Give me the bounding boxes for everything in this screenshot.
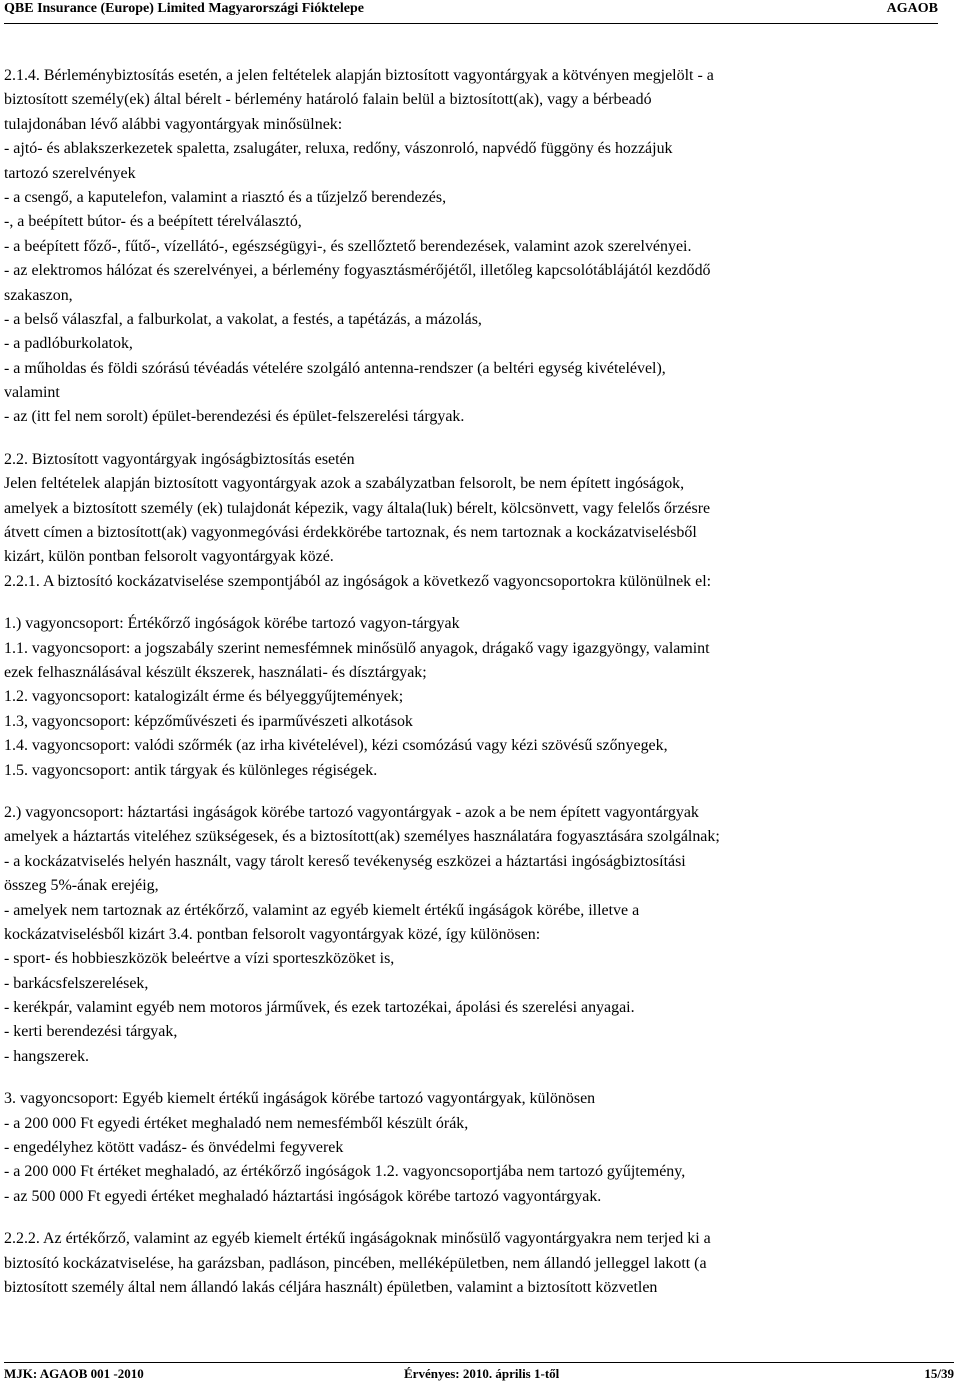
text-line: - engedélyhez kötött vadász- és önvédelmi fegyverek	[4, 1139, 344, 1157]
paragraph-gap	[4, 1069, 954, 1087]
text-line: 1.1. vagyoncsoport: a jogszabály szerint nemesfémnek minősülő anyagok, drágakő vagy igazgyöngy, valamint	[4, 639, 710, 657]
text-line: - hangszerek.	[4, 1047, 90, 1065]
text-line: 2.2. Biztosított vagyontárgyak ingóságbiztosítás esetén	[4, 450, 355, 468]
text-line: - a kockázatviselés helyén használt, vagy tárolt kereső tevékenység eszközei a háztartási ingóságbiztosítási	[4, 852, 686, 870]
paragraph-gap	[4, 1209, 954, 1227]
text-paragraph	[4, 1227, 954, 1300]
page-footer	[4, 1362, 954, 1385]
text-line: - kerti berendezési tárgyak,	[4, 1023, 178, 1041]
text-paragraph	[4, 801, 954, 1069]
text-line: biztosított személy által nem állandó lakás céljára használt) épületben, valamint a biztosított közvetlen	[4, 1278, 658, 1296]
text-line: biztosított személy(ek) által bérelt - bérlemény határoló falain belül a biztosított(ak), vagy a bérbeadó	[4, 91, 652, 109]
text-line: 1.3, vagyoncsoport: képzőművészeti és iparművészeti alkotások	[4, 712, 413, 730]
text-line: 2.) vagyoncsoport: háztartási ingáságok körébe tartozó vagyontárgyak - azok a be nem épített vagyontárgyak	[4, 803, 699, 821]
text-line: 2.2.1. A biztosító kockázatviselése szempontjából az ingóságok a következő vagyoncsoportokra különülnek el:	[4, 572, 712, 590]
text-line: - a padlóburkolatok,	[4, 335, 133, 353]
text-line: amelyek a háztartás viteléhez szükségesek, és a biztosított(ak) személyes használatára fogyasztására szolgálnak;	[4, 828, 720, 846]
page-header	[4, 0, 938, 24]
paragraph-gap	[4, 594, 954, 612]
text-line: -, a beépített bútor- és a beépített térelválasztó,	[4, 213, 302, 231]
text-line: 3. vagyoncsoport: Egyéb kiemelt értékű ingáságok körébe tartozó vagyontárgyak, különösen	[4, 1090, 596, 1108]
text-paragraph	[4, 64, 954, 430]
text-line: - az (itt fel nem sorolt) épület-berendezési és épület-felszerelési tárgyak.	[4, 408, 465, 426]
text-line: - az 500 000 Ft egyedi értéket meghaladó háztartási ingóságok körébe tartozó vagyontárgyak.	[4, 1187, 602, 1205]
header-company-name: QBE Insurance (Europe) Limited Magyarországi Fióktelepe	[4, 1, 364, 16]
text-line: Jelen feltételek alapján biztosított vagyontárgyak azok a szabályzatban felsorolt, be nem épített ingóságok,	[4, 475, 685, 493]
paragraph-gap	[4, 783, 954, 801]
text-line: összeg 5%-ának erejéig,	[4, 877, 159, 895]
header-document-code: AGAOB	[886, 1, 938, 16]
text-line: átvett címen a biztosított(ak) vagyonmegóvási érdekkörébe tartoznak, és nem tartoznak a kockázatviselésből	[4, 524, 697, 542]
text-line: - kerékpár, valamint egyéb nem motoros járművek, és ezek tartozékai, ápolási és szerelési anyagai.	[4, 999, 635, 1017]
text-line: amelyek a biztosított személy (ek) tulajdonát képezik, vagy általa(luk) bérelt, kölcsönvett, vagy felelős őrzésre	[4, 499, 711, 517]
text-line: 1.) vagyoncsoport: Értékőrző ingóságok körébe tartozó vagyon-tárgyak	[4, 615, 460, 633]
text-line: - barkácsfelszerelések,	[4, 974, 149, 992]
text-line: - a 200 000 Ft értéket meghaladó, az értékőrző ingóságok 1.2. vagyoncsoportjába nem tartozó gyűjtemény,	[4, 1163, 686, 1181]
text-line: kockázatviselésből kizárt 3.4. pontban felsorolt vagyontárgyak közé, így különösen:	[4, 925, 541, 943]
paragraph-gap	[4, 430, 954, 448]
text-line: tulajdonában lévő alábbi vagyontárgyak minősülnek:	[4, 115, 343, 133]
text-line: ezek felhasználásával készült ékszerek, használati- és dísztárgyak;	[4, 663, 427, 681]
text-line: - a csengő, a kaputelefon, valamint a riasztó és a tűzjelző berendezés,	[4, 188, 447, 206]
text-line: - ajtó- és ablakszerkezetek spaletta, zsalugáter, reluxa, redőny, vászonroló, napvédő függöny és hozzájuk	[4, 140, 673, 158]
text-line: - a 200 000 Ft egyedi értéket meghaladó nem nemesfémből készült órák,	[4, 1114, 469, 1132]
text-line: - amelyek nem tartoznak az értékőrző, valamint az egyéb kiemelt értékű ingáságok körébe, illetve a	[4, 901, 640, 919]
text-line: kizárt, külön pontban felsorolt vagyontárgyak közé.	[4, 548, 334, 566]
text-line: tartozó szerelvények	[4, 164, 136, 182]
footer-validity: Érvényes: 2010. április 1-től	[404, 1366, 560, 1381]
text-line: - sport- és hobbieszközök beleértve a vízi sporteszközöket is,	[4, 950, 395, 968]
text-line: - a műholdas és földi szórású tévéadás vételére szolgáló antenna-rendszer (a beltéri egység kivételével),	[4, 359, 666, 377]
text-line: - a beépített főző-, fűtő-, vízellátó-, egészségügyi-, és szellőztető berendezések, valamint azok szerelvényei.	[4, 237, 692, 255]
text-paragraph	[4, 1087, 954, 1209]
text-line: - az elektromos hálózat és szerelvényei, a bérlemény fogyasztásmérőjétől, illetőleg kapcsolótáblájától kezdődő	[4, 262, 711, 280]
text-paragraph	[4, 448, 954, 594]
footer-document-id: MJK: AGAOB 001 -2010	[4, 1366, 144, 1381]
text-paragraph	[4, 612, 954, 783]
text-line: 1.4. vagyoncsoport: valódi szőrmék (az irha kivételével), kézi csomózású vagy kézi szövésű szőnyegek,	[4, 737, 668, 755]
text-line: - a belső válaszfal, a falburkolat, a vakolat, a festés, a tapétázás, a mázolás,	[4, 310, 482, 328]
text-line: 2.1.4. Bérleménybiztosítás esetén, a jelen feltételek alapján biztosított vagyontárgyak a kötvényen megjelölt - a	[4, 67, 714, 84]
text-line: 2.2.2. Az értékőrző, valamint az egyéb kiemelt értékű ingáságoknak minősülő vagyontárgyakra nem terjed ki a	[4, 1230, 711, 1248]
text-line: biztosító kockázatviselése, ha garázsban, padláson, pincében, melléképületben, nem állandó jelleggel lakott (a	[4, 1254, 707, 1272]
document-body	[4, 64, 954, 1300]
text-line: valamint	[4, 384, 60, 402]
text-line: 1.5. vagyoncsoport: antik tárgyak és különleges régiségek.	[4, 761, 378, 779]
text-line: szakaszon,	[4, 286, 73, 304]
footer-page-number: 15/39	[924, 1366, 954, 1381]
text-line: 1.2. vagyoncsoport: katalogizált érme és bélyeggyűjtemények;	[4, 688, 404, 706]
